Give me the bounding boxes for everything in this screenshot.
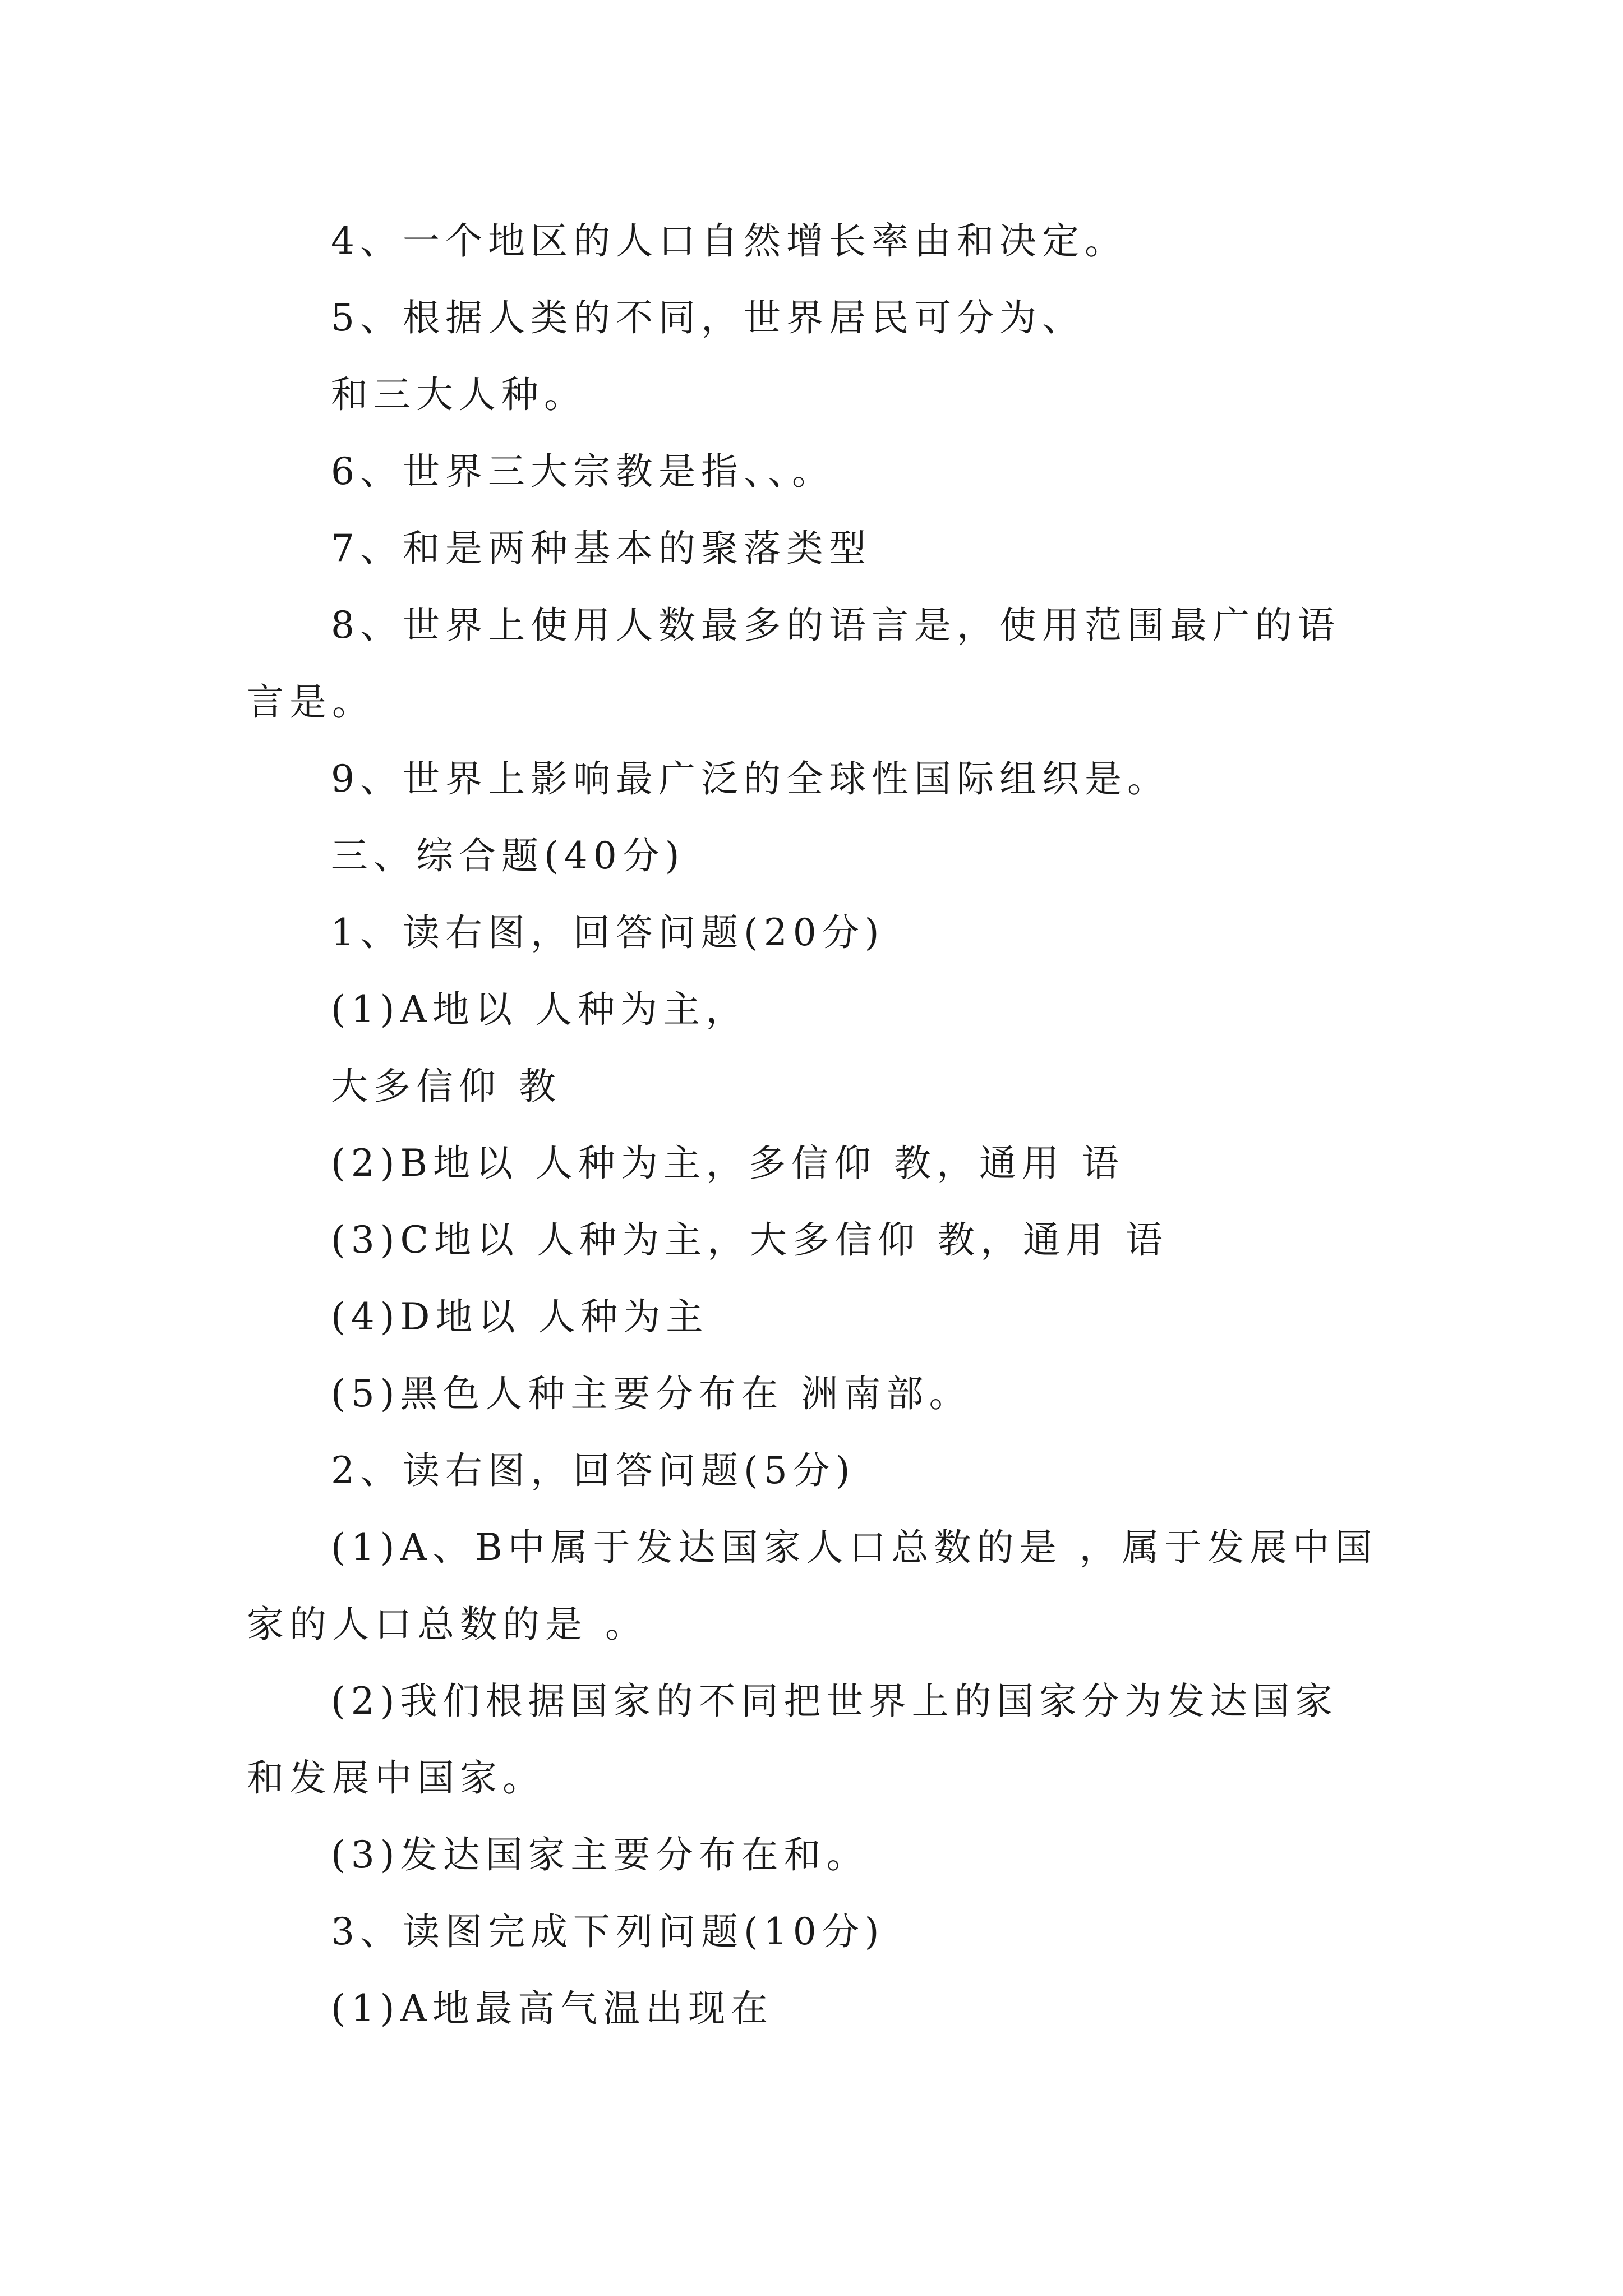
q1-item-5: (5)黑色人种主要分布在 洲南部。 <box>331 1372 972 1415</box>
q2-item-2: (2)我们根据国家的不同把世界上的国家分为发达国家 <box>331 1680 1338 1723</box>
question-8-line: 8、世界上使用人数最多的语言是，使用范围最广的语 <box>331 604 1340 647</box>
question-9-line: 9、世界上影响最广泛的全球性国际组织是。 <box>331 757 1170 800</box>
q2-item-3: (3)发达国家主要分布在和。 <box>331 1833 869 1876</box>
comprehensive-q2-title: 2、读右图，回答问题(5分) <box>331 1449 856 1492</box>
question-6-line: 6、世界三大宗教是指、、。 <box>331 450 834 493</box>
section-3-heading: 三、综合题(40分) <box>331 834 685 877</box>
q2-item-1-continuation: 家的人口总数的是 。 <box>247 1603 648 1646</box>
question-7-line: 7、和是两种基本的聚落类型 <box>331 527 872 570</box>
comprehensive-q1-title: 1、读右图，回答问题(20分) <box>331 911 885 954</box>
q1-item-3: (3)C地以 人种为主，大多信仰 教，通用 语 <box>331 1218 1168 1262</box>
question-5-continuation: 和三大人种。 <box>331 373 587 416</box>
q1-item-2: (2)B地以 人种为主，多信仰 教，通用 语 <box>331 1142 1124 1185</box>
q1-item-1: (1)A地以 人种为主， <box>331 988 749 1031</box>
question-4-line: 4、一个地区的人口自然增长率由和决定。 <box>331 219 1127 263</box>
q2-item-2-continuation: 和发展中国家。 <box>247 1756 545 1800</box>
q1-item-1-continuation: 大多信仰 教 <box>331 1065 561 1108</box>
q2-item-1: (1)A、B中属于发达国家人口总数的是 ，属于发展中国 <box>331 1526 1378 1569</box>
comprehensive-q3-title: 3、读图完成下列问题(10分) <box>331 1910 885 1953</box>
q1-item-4: (4)D地以 人种为主 <box>331 1295 709 1338</box>
question-5-line: 5、根据人类的不同，世界居民可分为、 <box>331 296 1085 339</box>
q3-item-1: (1)A地最高气温出现在 <box>331 1987 774 2030</box>
question-8-continuation: 言是。 <box>247 680 375 724</box>
